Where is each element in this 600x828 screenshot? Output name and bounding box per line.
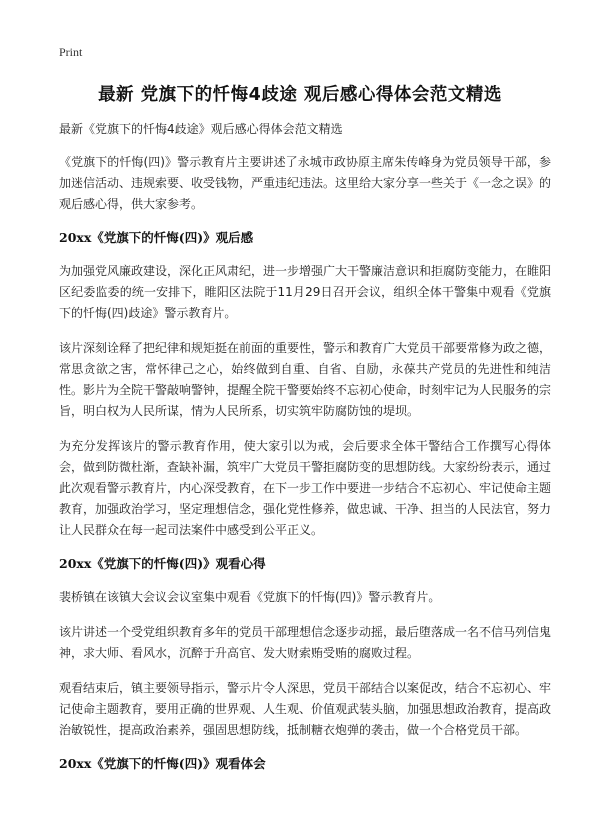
section-2-paragraph-2: 该片讲述一个受党组织教育多年的党员干部理想信念逐步动摇，最后堕落成一名不信马列信鬼神，求大师、看风水，沉醉于升高官、发大财索贿受贿的腐败过程。: [59, 625, 552, 660]
section-2-paragraph-3: 观看结束后，镇主要领导指示，警示片令人深思，党员干部结合以案促改，结合不忘初心、牢记使命主题教育，要用正确的世界观、人生观、价值观武装头脑，加强思想政治教育，提高政治敏锐性，提高政治素养，强固思想防线，抵制糖衣炮弹的袭击，做一个合格党员干部。: [59, 681, 552, 737]
section-1-paragraph-3: 为充分发挥该片的警示教育作用，使大家引以为戒，会后要求全体干警结合工作撰写心得体会，做到防微杜渐，查缺补漏，筑牢广大党员干警拒腐防变的思想防线。大家纷纷表示，通过此次观看警示教育片，内心深受教育，在下一步工作中要进一步结合不忘初心、牢记使命主题教育，加强政治学习，坚定理想信念，强化党性修养，做忠诚、干净、担当的人民法官，努力让人民群众在每一起司法案件中感受到公平正义。: [59, 439, 552, 537]
section-2-paragraph-1: 裴桥镇在该镇大会议会议室集中观看《党旗下的忏悔(四)》警示教育片。: [59, 590, 441, 604]
section-1-paragraph-1: 为加强党风廉政建设，深化正风肃纪，进一步增强广大干警廉洁意识和拒腐防变能力，在睢阳区纪委监委的统一安排下，睢阳区法院于11月29日召开会议，组织全体干警集中观看《党旗下的忏悔(四)歧途》警示教育片。: [59, 264, 552, 320]
article-subtitle: 最新《党旗下的忏悔4歧途》观后感心得体会范文精选: [59, 122, 343, 136]
page-title: 最新 党旗下的忏悔4歧途 观后感心得体会范文精选: [98, 85, 502, 105]
article-body: [59, 120, 551, 787]
section-heading-1: 20xx《党旗下的忏悔(四)》观后感: [59, 230, 254, 245]
print-link[interactable]: Print: [59, 45, 83, 59]
section-heading-2: 20xx《党旗下的忏悔(四)》观看心得: [59, 556, 266, 571]
intro-paragraph: 《党旗下的忏悔(四)》警示教育片主要讲述了永城市政协原主席朱传峰身为党员领导干部，参加迷信活动、违规索要、收受钱物，严重违纪违法。这里给大家分享一些关于《一念之误》的观后感心得，供大家参考。: [59, 155, 552, 211]
section-heading-3: 20xx《党旗下的忏悔(四)》观看体会: [59, 756, 266, 771]
section-1-paragraph-2: 该片深刻诠释了把纪律和规矩挺在前面的重要性，警示和教育广大党员干部要常修为政之德，常思贪欲之害，常怀律己之心，始终做到自重、自省、自励，永葆共产党员的先进性和纯洁性。影片为全院干警敲响警钟，提醒全院干警要始终不忘初心使命，时刻牢记为人民服务的宗旨，明白权为人民所谋，情为人民所系，切实筑牢防腐防蚀的堤坝。: [59, 341, 552, 418]
